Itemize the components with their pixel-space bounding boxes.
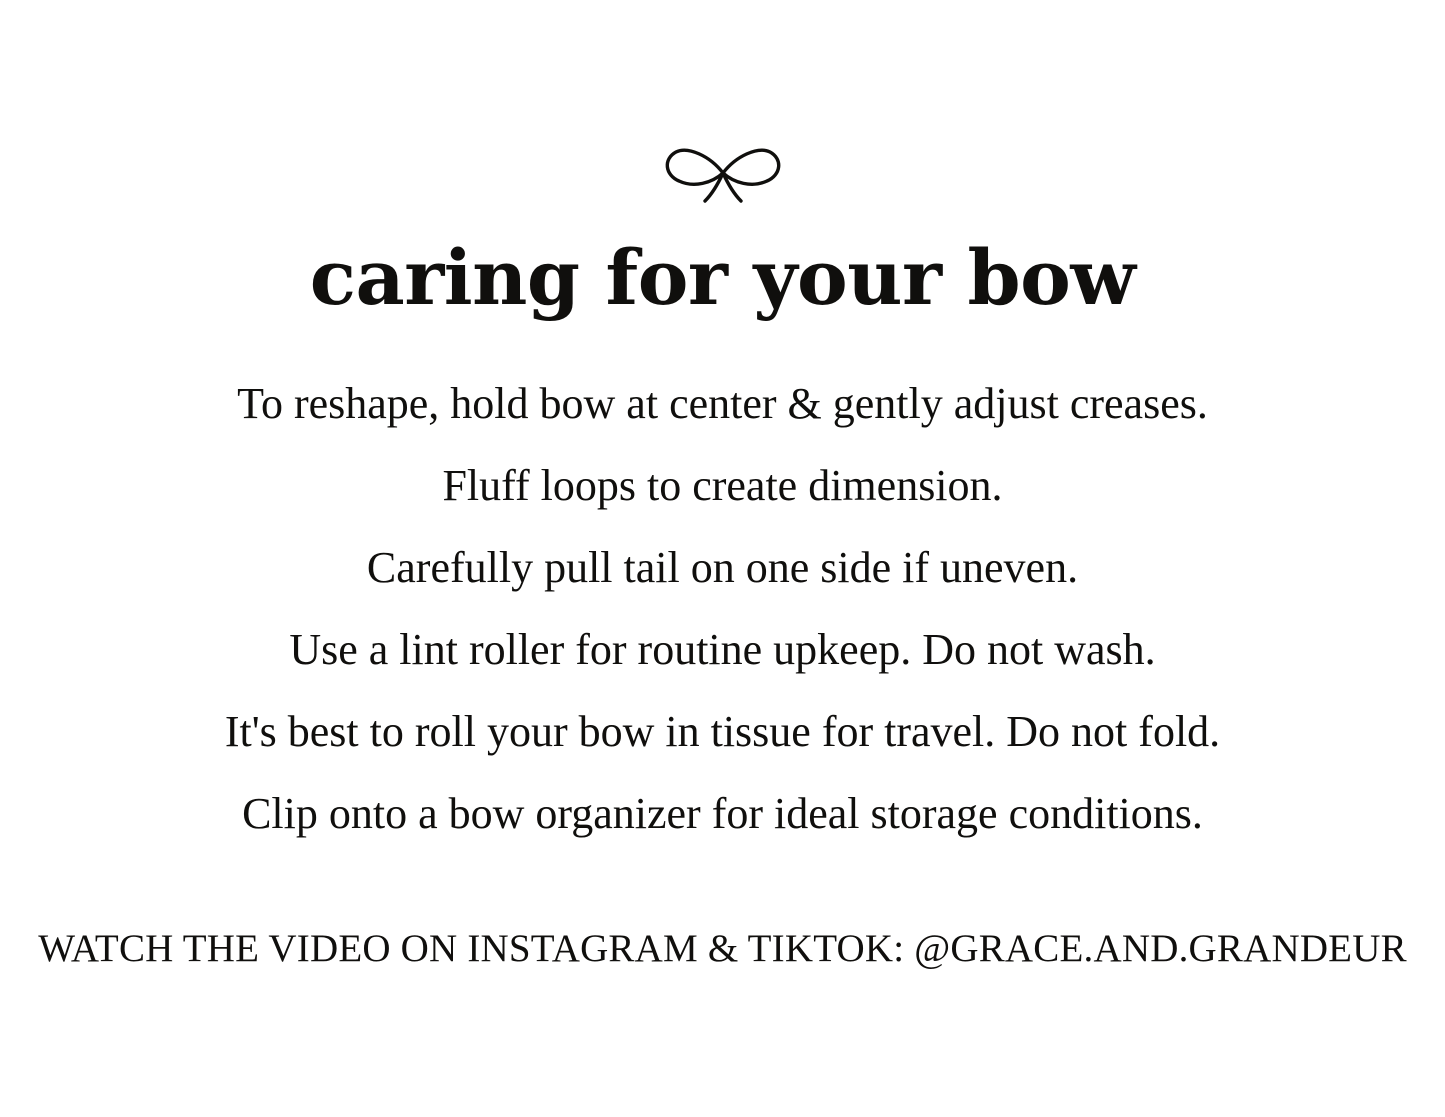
list-item: To reshape, hold bow at center & gently adjust creases. bbox=[237, 379, 1208, 428]
list-item: Carefully pull tail on one side if uneven. bbox=[366, 543, 1079, 592]
page-title: caring for your bow bbox=[309, 233, 1136, 322]
list-item: Clip onto a bow organizer for ideal storage conditions. bbox=[242, 789, 1203, 838]
care-instructions-list bbox=[0, 379, 1445, 874]
bow-icon bbox=[648, 128, 798, 218]
list-item: Use a lint roller for routine upkeep. Do not wash. bbox=[289, 625, 1156, 674]
list-item: Fluff loops to create dimension. bbox=[442, 461, 1003, 510]
social-footer-note: WATCH THE VIDEO ON INSTAGRAM & TIKTOK: @GRACE.AND.GRANDEUR bbox=[38, 927, 1407, 970]
list-item: It's best to roll your bow in tissue for travel. Do not fold. bbox=[224, 707, 1221, 756]
